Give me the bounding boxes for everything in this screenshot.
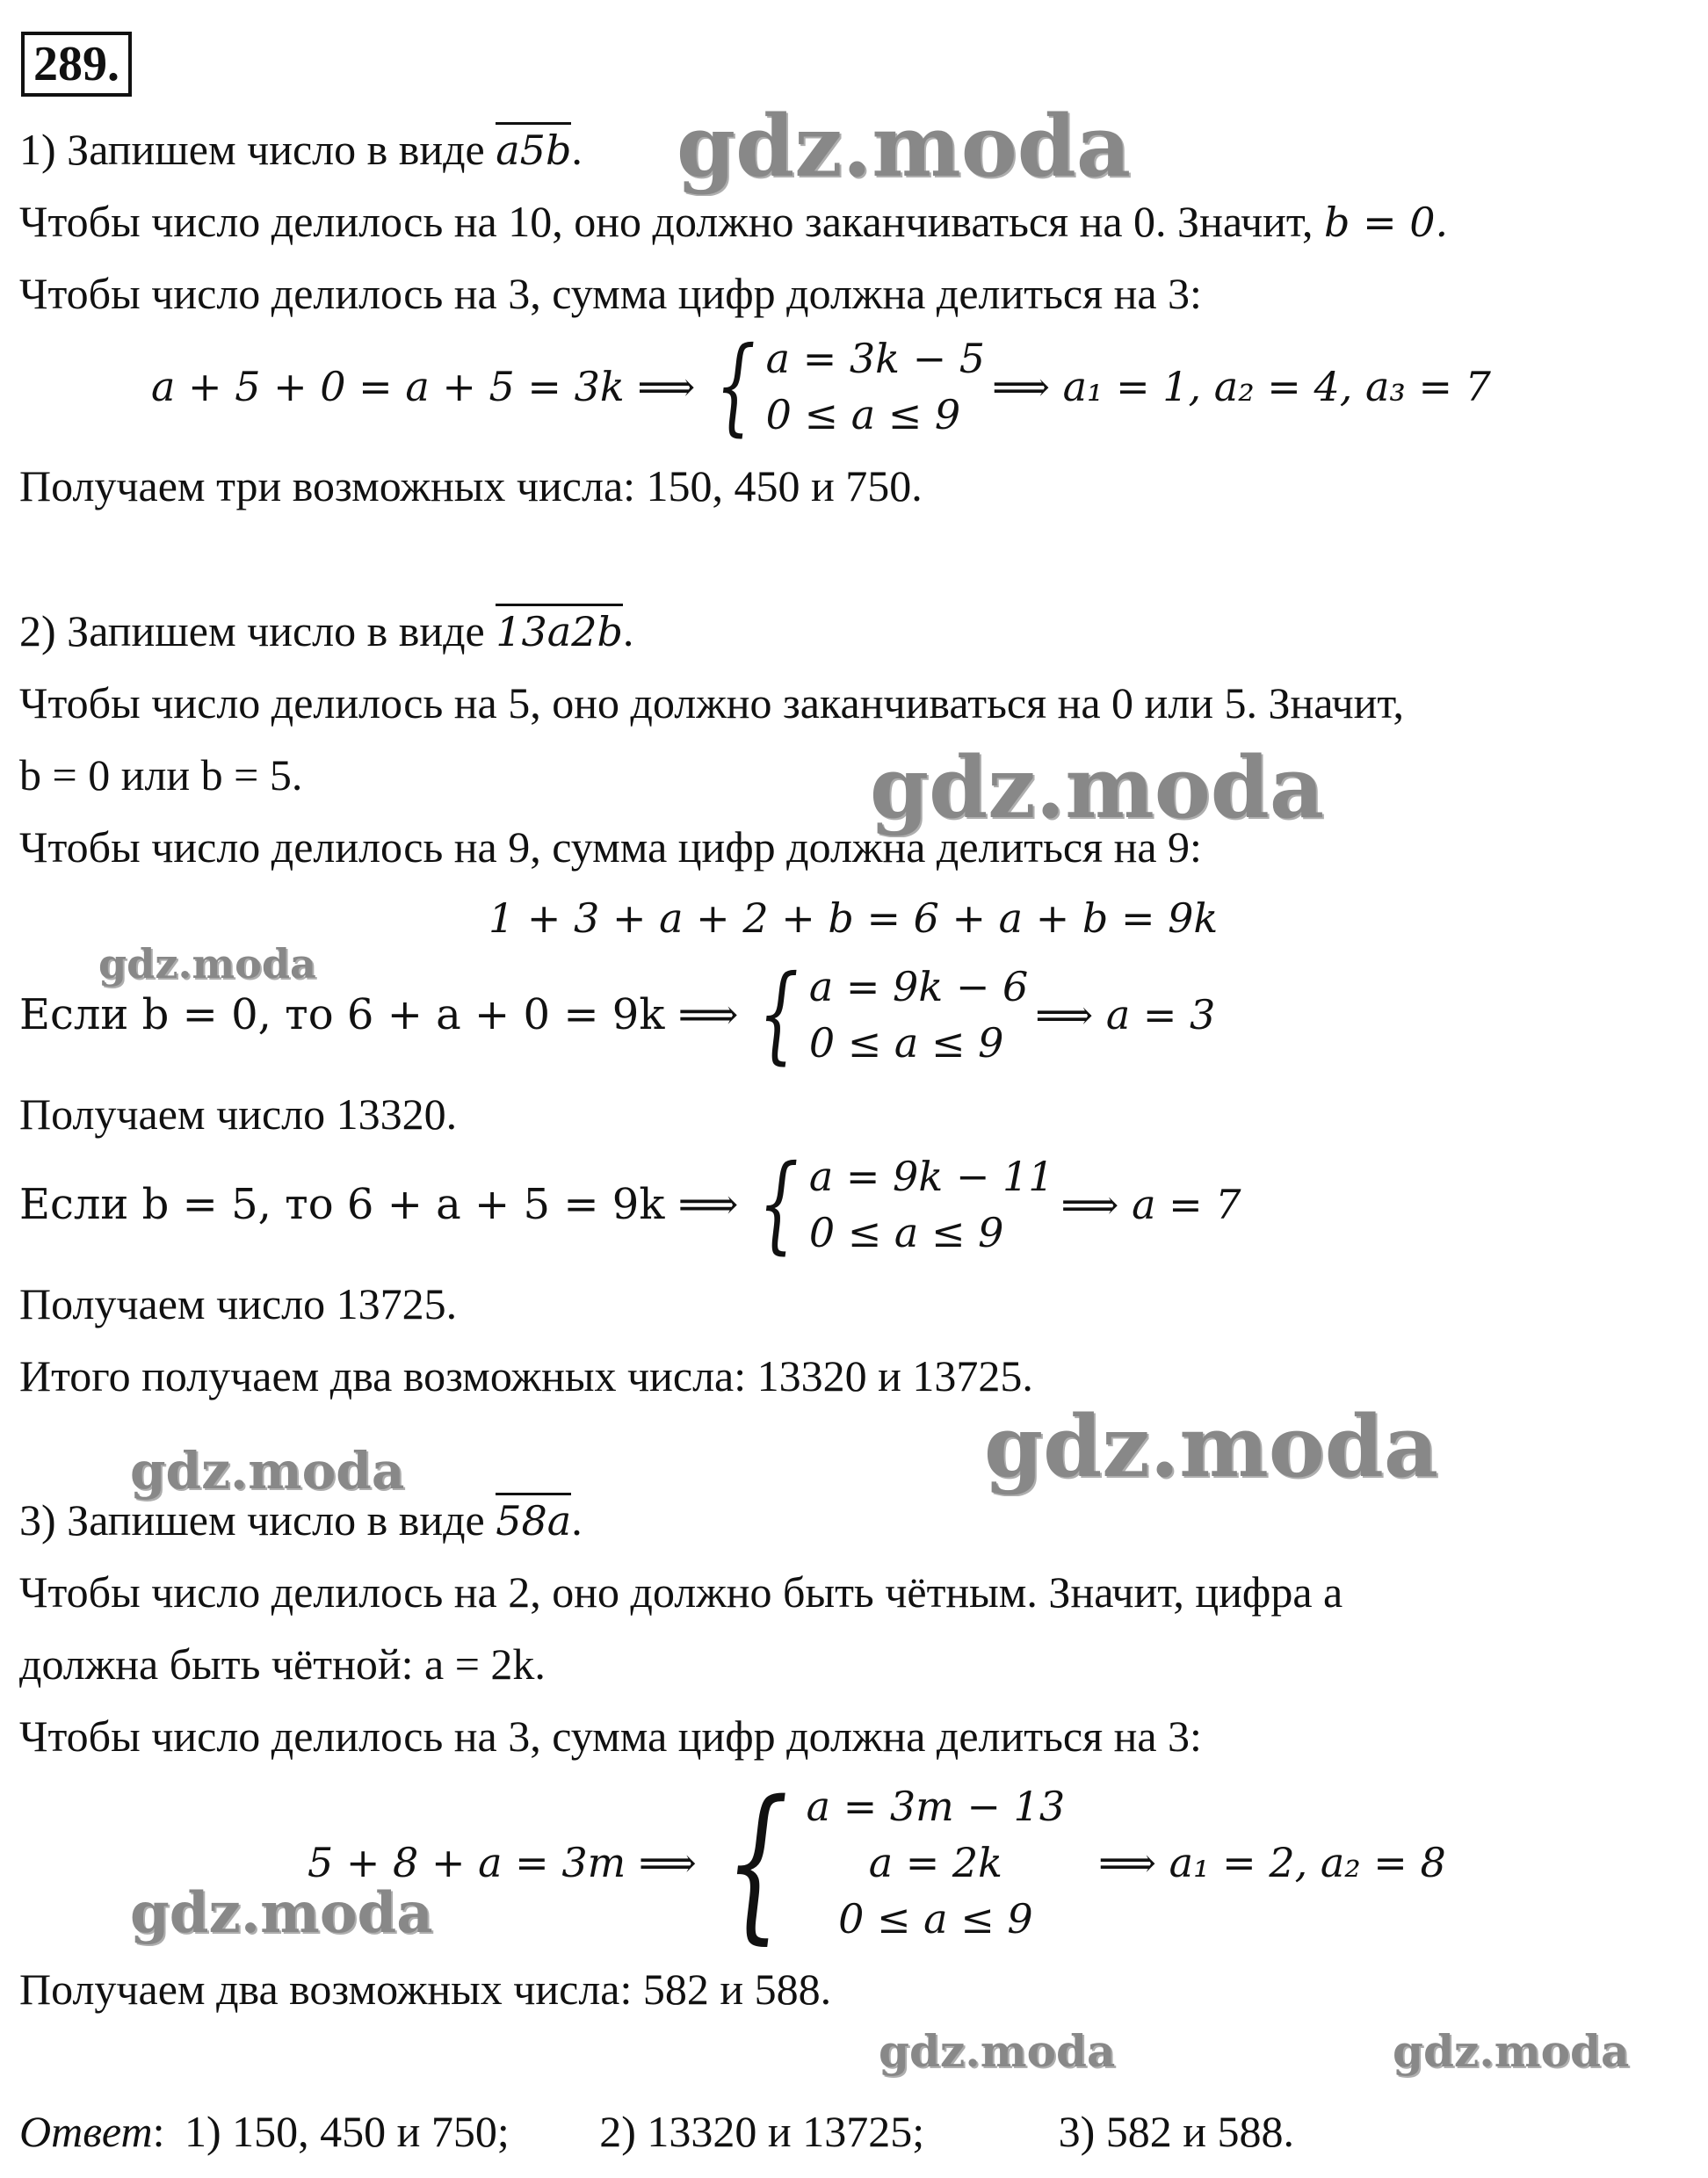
part2-case2-system-rows — [809, 1148, 1054, 1261]
part3-equation — [308, 1765, 1446, 1959]
brace-icon: { — [758, 1143, 800, 1265]
brace-icon: { — [724, 1765, 789, 1959]
part3-eq-right: ⟹ a₁ = 2, a₂ = 8 — [1098, 1839, 1446, 1886]
watermark: gdz.moda — [98, 940, 316, 988]
part1-intro-end: . — [571, 125, 583, 174]
problem-number: 289. — [21, 32, 132, 97]
part2-case1-right: ⟹ a = 3 — [1035, 991, 1216, 1038]
part3-intro — [19, 1494, 583, 1547]
part2-intro-text: 2) Запишем число в виде — [19, 606, 496, 655]
watermark: gdz.moda — [1393, 2025, 1630, 2077]
part1-intro-text: 1) Запишем число в виде — [19, 125, 496, 174]
part3-system-rows — [807, 1778, 1065, 1947]
part2-number-form: 13a2b — [496, 604, 623, 655]
part2-case2-system — [745, 1143, 1054, 1265]
brace-icon: { — [758, 953, 800, 1075]
answer-line — [19, 2105, 1294, 2158]
part3-condition-3: Чтобы число делилось на 3, сумма цифр должна делиться на 3: — [19, 1711, 1202, 1761]
part2-case1-left: Если b = 0, то 6 + a + 0 = 9k ⟹ — [19, 990, 739, 1039]
part2-case2-result: Получаем число 13725. — [19, 1279, 458, 1328]
part1-system — [702, 325, 986, 447]
part1-result: Получаем три возможных числа: 150, 450 и 750. — [19, 461, 923, 510]
part2-intro — [19, 604, 633, 658]
part2-total: Итого получаем два возможных числа: 13320 и 13725. — [19, 1351, 1033, 1400]
part3-sys-row-3: 0 ≤ a ≤ 9 — [838, 1895, 1033, 1943]
part2-condition-5-values: b = 0 или b = 5. — [19, 750, 303, 800]
watermark: gdz.moda — [677, 97, 1132, 196]
part2-condition-5: Чтобы число делилось на 5, оно должно заканчиваться на 0 или 5. Значит, — [19, 678, 1404, 727]
part3-system — [704, 1765, 1066, 1959]
answer-colon: : — [152, 2107, 165, 2156]
part1-condition-10-text: Чтобы число делилось на 10, оно должно заканчиваться на 0. Значит, — [19, 197, 1325, 246]
part2-case2 — [19, 1143, 1241, 1265]
part1-number-form: a5b — [496, 122, 571, 174]
part1-condition-3: Чтобы число делилось на 3, сумма цифр должна делиться на 3: — [19, 269, 1202, 318]
part1-eq-right: ⟹ a₁ = 1, a₂ = 4, a₃ = 7 — [992, 363, 1491, 410]
part3-intro-text: 3) Запишем число в виде — [19, 1495, 496, 1545]
answer-part2: 2) 13320 и 13725; — [599, 2107, 925, 2156]
part3-condition-2: Чтобы число делилось на 2, оно должно быть чётным. Значит, цифра a — [19, 1567, 1343, 1617]
part2-case1-system-rows — [809, 959, 1028, 1071]
part2-case1-sys-row-2: 0 ≤ a ≤ 9 — [808, 1019, 1004, 1067]
part3-intro-end: . — [571, 1495, 583, 1545]
brace-icon: { — [715, 325, 756, 447]
part1-intro — [19, 123, 583, 177]
part1-condition-10-math: b = 0. — [1324, 199, 1449, 246]
part1-sys-row-1: a = 3k − 5 — [765, 335, 986, 382]
part3-number-form: 58a — [496, 1493, 571, 1545]
part2-sum-equation: 1 + 3 + a + 2 + b = 6 + a + b = 9k — [489, 894, 1219, 942]
part2-case2-sys-row-2: 0 ≤ a ≤ 9 — [808, 1209, 1004, 1256]
watermark: gdz.moda — [879, 2025, 1116, 2077]
watermark: gdz.moda — [984, 1397, 1439, 1496]
watermark: gdz.moda — [130, 1441, 405, 1501]
part1-system-rows — [766, 330, 985, 443]
part1-sys-row-2: 0 ≤ a ≤ 9 — [765, 391, 961, 438]
answer-part1: 1) 150, 450 и 750; — [184, 2107, 510, 2156]
part2-case2-left: Если b = 5, то 6 + a + 5 = 9k ⟹ — [19, 1180, 739, 1229]
answer-part3: 3) 582 и 588. — [1058, 2107, 1295, 2156]
part3-sys-row-1: a = 3m − 13 — [806, 1783, 1066, 1830]
part2-case1-system — [745, 953, 1029, 1075]
part3-result: Получаем два возможных числа: 582 и 588. — [19, 1965, 832, 2014]
part1-equation — [151, 325, 1491, 447]
watermark: gdz.moda — [130, 1880, 433, 1946]
part3-sys-row-2: a = 2k — [868, 1839, 1003, 1886]
part2-case1-result: Получаем число 13320. — [19, 1089, 458, 1139]
answer-label: Ответ — [19, 2107, 153, 2156]
part2-condition-9: Чтобы число делилось на 9, сумма цифр должна делиться на 9: — [19, 822, 1202, 872]
part2-case1-sys-row-1: a = 9k − 6 — [808, 963, 1029, 1010]
part2-intro-end: . — [622, 606, 634, 655]
part2-case2-sys-row-1: a = 9k − 11 — [808, 1153, 1054, 1200]
part1-condition-10 — [19, 195, 1448, 249]
part2-case2-right: ⟹ a = 7 — [1060, 1181, 1241, 1228]
part3-condition-2-even: должна быть чётной: a = 2k. — [19, 1639, 546, 1689]
watermark: gdz.moda — [870, 738, 1325, 837]
part3-eq-left: 5 + 8 + a = 3m ⟹ — [308, 1839, 697, 1886]
part1-eq-left: a + 5 + 0 = a + 5 = 3k ⟹ — [151, 363, 696, 410]
